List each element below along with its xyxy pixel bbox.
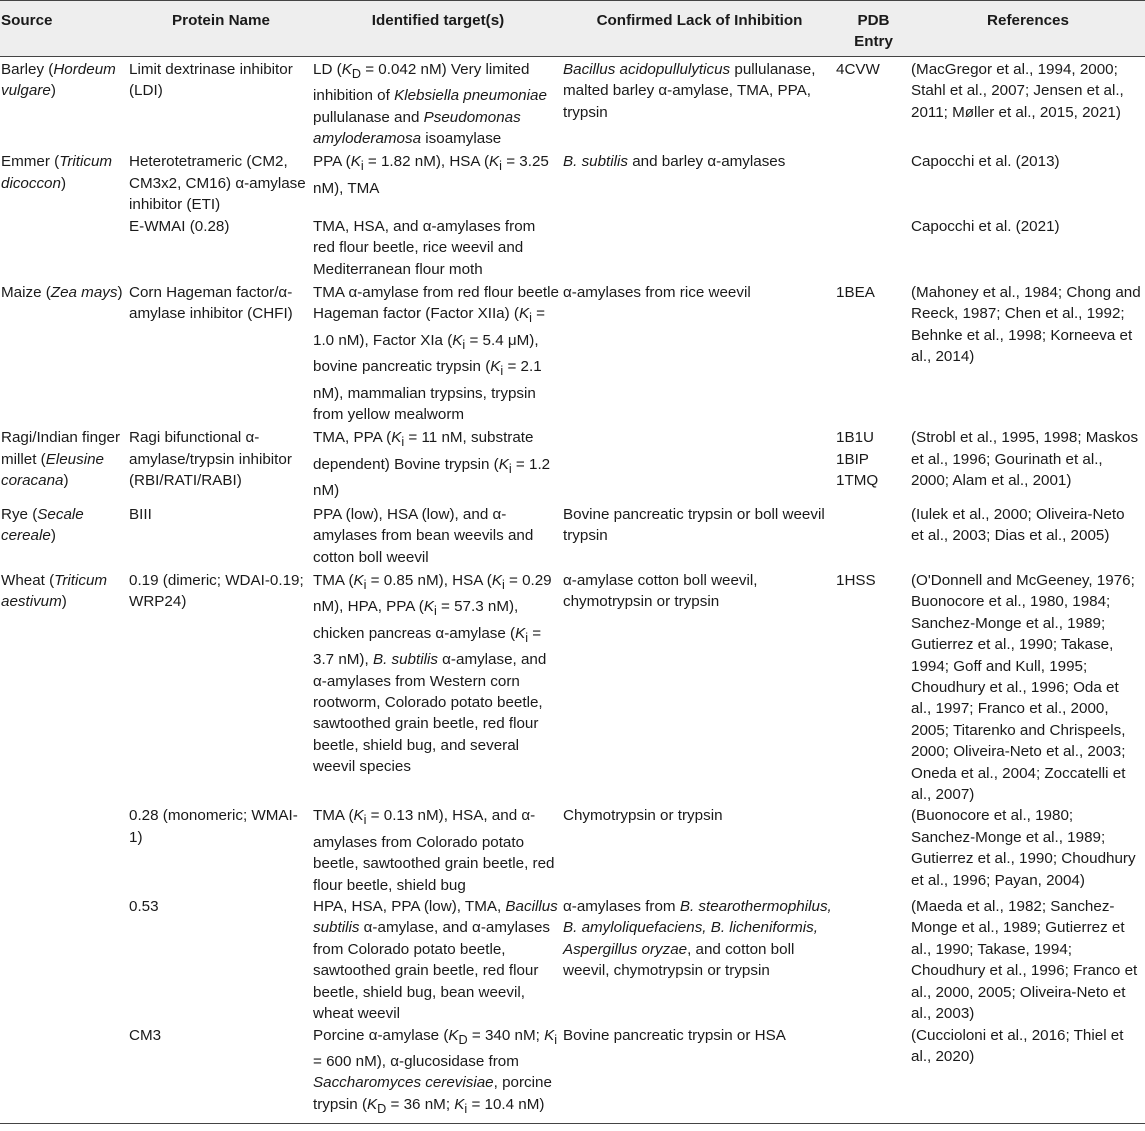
cell-pdb-entry: 4CVW: [836, 60, 880, 78]
cell-source: Rye (Secale cereale): [1, 505, 84, 545]
cell-lack-of-inhibition: Bacillus acidopullulyticus pullulanase, malted barley α-amylase, TMA, PPA, trypsin: [563, 60, 816, 121]
cell-pdb-entry: 1BEA: [836, 283, 875, 301]
cell-protein-name: Ragi bifunctional α-amylase/trypsin inhibitor (RBI/RATI/RABI): [129, 429, 292, 490]
table-row: [0, 56, 1145, 149]
cell-lack-of-inhibition: B. subtilis and barley α-amylases: [563, 153, 786, 171]
cell-references: (Iulek et al., 2000; Oliveira-Neto et al., 2003; Dias et al., 2005): [911, 505, 1125, 545]
cell-references: Capocchi et al. (2021): [911, 217, 1060, 235]
header-protein-name: Protein Name: [129, 1, 313, 57]
cell-lack-of-inhibition: [563, 425, 836, 501]
header-references: References: [911, 1, 1145, 57]
cell-lack-of-inhibition: Chymotrypsin or trypsin: [563, 807, 723, 825]
cell-protein-name: Heterotetrameric (CM2, CM3x2, CM16) α-amylase inhibitor (ETI): [129, 153, 306, 214]
cell-source: [0, 1025, 129, 1124]
cell-identified-targets: TMA, PPA ($K_i = 11$ nM, substrate dependent) Bovine trypsin ($K_i = 1.2$ nM): [313, 429, 551, 500]
table-row: [0, 805, 1145, 896]
cell-source: Barley (Hordeum vulgare): [1, 60, 116, 100]
cell-identified-targets: TMA, HSA, and α-amylases from red flour beetle, rice weevil and Mediterranean flour moth: [313, 217, 536, 278]
cell-lack-of-inhibition: α-amylases from B. stearothermophilus, B. amyloliquefaciens, B. licheniformis, Aspergillus oryzae, and cotton boll weevil, chymotrypsin or trypsin: [563, 898, 832, 980]
cell-pdb-entry: 1HSS: [836, 571, 876, 589]
header-identified-targets: Identified target(s): [313, 1, 563, 57]
cell-protein-name: 0.53: [129, 898, 159, 916]
cell-references: (MacGregor et al., 1994, 2000; Stahl et al., 2007; Jensen et al., 2011; Møller et al., 2015, 2021): [911, 60, 1124, 121]
cell-references: (Strobl et al., 1995, 1998; Maskos et al., 1996; Gourinath et al., 2000; Alam et al., 2001): [911, 429, 1139, 490]
cell-identified-targets: Porcine α-amylase ($K_D = 340$ nM; $K_i = 600$ nM), α-glucosidase from Saccharomyces cerevisiae, porcine trypsin ($K_D = 36$ nM; $K_i = 10.4$ nM): [313, 1025, 563, 1124]
cell-pdb-entry: [836, 896, 911, 1024]
header-source: Source: [0, 1, 129, 57]
cell-source: Maize (Zea mays): [1, 283, 123, 301]
cell-identified-targets: PPA ($K_i = 1.82$ nM), HSA ($K_i = 3.25$ nM), TMA: [313, 153, 549, 197]
cell-pdb-entry: [836, 502, 911, 568]
cell-lack-of-inhibition: [563, 216, 836, 280]
cell-protein-name: 0.19 (dimeric; WDAI-0.19; WRP24): [129, 571, 304, 611]
cell-references: (O'Donnell and McGeeney, 1976; Buonocore et al., 1980, 1984; Sanchez-Monge et al., 1989; Gutierrez et al., 1990; Takase, 1994; Goff and Kull, 1995; Choudhury et al., 1996; Oda et al., 1997; Franco et al., 2000, 2005; Titarenko and Chrispeels, 2000; Oliveira-Neto et al., 2003; Oneda et al., 2004; Zoccatelli et al., 2007): [911, 571, 1135, 803]
cell-lack-of-inhibition: α-amylases from rice weevil: [563, 283, 751, 301]
cell-protein-name: Limit dextrinase inhibitor (LDI): [129, 60, 293, 100]
cell-source: Wheat (Triticum aestivum): [1, 571, 108, 611]
cell-protein-name: E-WMAI (0.28): [129, 217, 230, 235]
header-pdb-entry: PDB Entry: [836, 1, 911, 57]
cell-identified-targets: TMA ($K_i = 0.13$ nM), HSA, and α-amylases from Colorado potato beetle, sawtoothed grain beetle, red flour beetle, shield bug: [313, 807, 555, 894]
cell-references: Capocchi et al. (2013): [911, 153, 1060, 171]
cell-protein-name: Corn Hageman factor/α-amylase inhibitor (CHFI): [129, 283, 293, 323]
cell-protein-name: 0.28 (monomeric; WMAI-1): [129, 807, 298, 846]
cell-identified-targets: PPA (low), HSA (low), and α-amylases from bean weevils and cotton boll weevil: [313, 505, 534, 566]
cell-pdb-entry: 1B1U 1BIP 1TMQ: [836, 429, 879, 490]
cell-source: Ragi/Indian finger millet (Eleusine coracana): [1, 429, 121, 490]
cell-lack-of-inhibition: Bovine pancreatic trypsin or boll weevil trypsin: [563, 505, 825, 545]
cell-identified-targets: LD ($K_D = 0.042$ nM) Very limited inhibition of Klebsiella pneumoniae pullulanase and Pseudomonas amyloderamosa isoamylase: [313, 60, 547, 148]
cell-source: [0, 896, 129, 1024]
table-row: [0, 216, 1145, 280]
cell-source: Emmer (Triticum dicoccon): [1, 153, 113, 192]
header-lack-of-inhibition: Confirmed Lack of Inhibition: [563, 1, 836, 57]
cell-pdb-entry: [836, 1025, 911, 1124]
cell-pdb-entry: [836, 805, 911, 896]
cell-protein-name: CM3: [129, 1025, 313, 1124]
cell-protein-name: BIII: [129, 505, 152, 523]
table-row: [0, 1025, 1145, 1124]
cell-identified-targets: HPA, HSA, PPA (low), TMA, Bacillus subtilis α-amylase, and α-amylases from Colorado potato beetle, sawtoothed grain beetle, red flour beetle, shield bug, bean weevil, wheat weevil: [313, 898, 558, 1023]
cell-pdb-entry: [836, 216, 911, 280]
cell-references: (Cuccioloni et al., 2016; Thiel et al., 2020): [911, 1025, 1145, 1124]
cell-identified-targets: TMA ($K_i = 0.85$ nM), HSA ($K_i = 0.29$ nM), HPA, PPA ($K_i = 57.3$ nM), chicken pancreas α-amylase ($K_i = 3.7$ nM), B. subtilis α-amylase, and α-amylases from Western corn rootworm, Colorado potato beetle, sawtoothed grain beetle, red flour beetle, shield bug, and several weevil species: [313, 571, 552, 776]
table-row: [0, 280, 1145, 426]
cell-source: [0, 805, 129, 896]
cell-lack-of-inhibition: Bovine pancreatic trypsin or HSA: [563, 1025, 836, 1124]
table-row: [0, 896, 1145, 1024]
cell-source: [0, 216, 129, 280]
cell-references: (Mahoney et al., 1984; Chong and Reeck, 1987; Chen et al., 1992; Behnke et al., 1998; Korneeva et al., 2014): [911, 283, 1141, 366]
cell-identified-targets: TMA α-amylase from red flour beetle Hageman factor (Factor XIIa) ($K_i = 1.0$ nM), Factor XIa ($K_i = 5.4$ μM), bovine pancreatic trypsin ($K_i = 2.1$ nM), mammalian trypsins, trypsin from yellow mealworm: [313, 283, 559, 424]
cell-references: (Maeda et al., 1982; Sanchez-Monge et al., 1989; Gutierrez et al., 1990; Takase, 1994; Choudhury et al., 1996; Franco et al., 2000, 2005; Oliveira-Neto et al., 2003): [911, 898, 1138, 1023]
cell-references: (Buonocore et al., 1980; Sanchez-Monge et al., 1989; Gutierrez et al., 1990; Choudhury et al., 1996; Payan, 2004): [911, 807, 1136, 889]
header-row: [0, 1, 1145, 57]
cell-pdb-entry: [836, 149, 911, 215]
table-row: [0, 425, 1145, 501]
table-row: [0, 502, 1145, 568]
table-row: [0, 149, 1145, 215]
table-row: [0, 568, 1145, 805]
cell-lack-of-inhibition: α-amylase cotton boll weevil, chymotrypsin or trypsin: [563, 571, 758, 611]
